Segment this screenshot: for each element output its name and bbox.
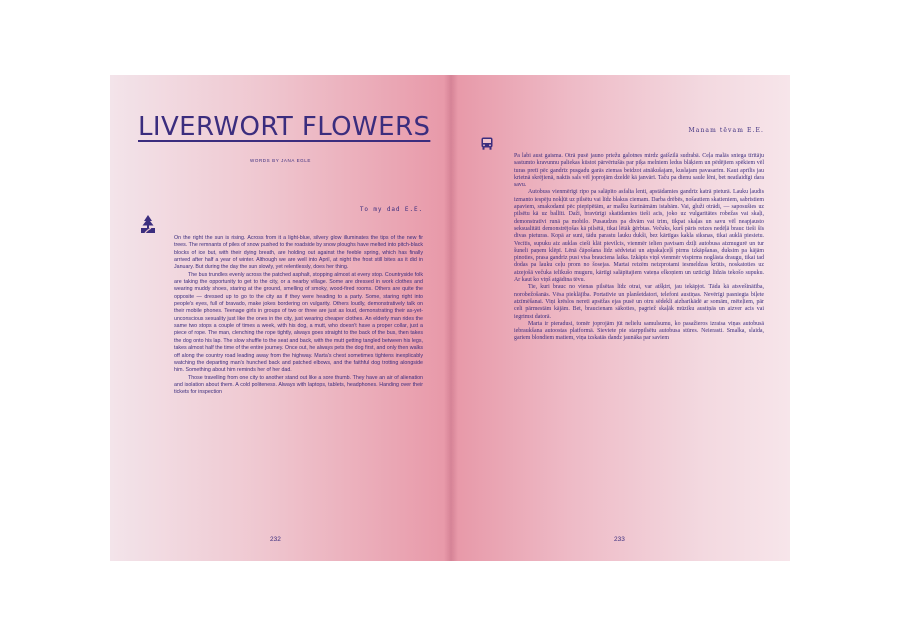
left-page	[110, 75, 450, 561]
right-page	[450, 75, 790, 561]
paragraph: Pa labi aust gaisma. Otrā pusē jauno priežu galotnes mirdz gaišzilā sudrabā. Ceļa malās sniega tīrītāju sastumto kravunnu paliekas kūstot pārvērtušās par piķa melniem ledus blāķiem un pēdējiem spēkiem vēl turas pretī pēc gandrīz pusgadu garās ziemas beidzot atnākušajam, kuslajam pavasarim. Kaut aprīlis jau krietnā skrējienā, naktīs sals vēl joprojām dzeldē kā janvārī. Taču pa dienu saule lēni, bet neatlaidīgi dara savu.	[514, 153, 764, 189]
paragraph: Autobuss vienmērīgi ripo pa salāpīto asfalta lenti, apstādamies gandrīz katrā pieturā. Lauku ļaudis izmanto iespēju nokļūt uz pilsētu vai līdz blakus ciemam. Darba drēbēs, nošautiem skatieniem, sabristiem apaviem, smakodami pēc piepīpētām, ar malku kurināmām istabām. Vai, gluži otrādi, — saposušies uz pilsētu kā uz ballīti. Daži, bravūrīgi skatīdamies tieši acīs, joko uz vulgaritātes robežas vai skaļi, demonstratīvi runā pa mobilo. Pusaudzes pa divām vai trim, tikpat skaļas un savu vēl neapjausto seksualitāti demonstrējošas kā pilsētā, tikai lētāk ģērbtas. Večuks, kurš pāris reizes nedēļā brauc tieši šīs divas pieturas. Kopā ar suni, tādu parastu lauku dukši, bez kārtīgas kakla siksnas, tikai auklā piesietu. Vecītis, supuku aiz auklas cieši klāt pievilcis, vienmēr ielien pavisam dziļi autobusa aizmugurē un tur šuneli paņem klēpī. Lēnā čāpošana līdz sēdvietai un atpakaļceļš pirms izkāpšanas, duksim pa kājām pinoties, prasa gandrīz pusi visa brauciena laika. Izkāpis viņš vienmēr vispirms noglāsta draugu, tikai tad dodas pa lauku ceļu prom no šosejas. Martai reizēm neizprotami iesmeldzas krūtis, noskatoties uz aizejošā večuka ielīkušo muguru, kārtīgi salāpītajiem vateņa elkoņiem un uzticīgi līdzās tekošo supuku. Ar kaut ko viņš atgādina tēvu.	[514, 189, 764, 284]
page-number: 233	[614, 536, 625, 543]
paragraph: Those travelling from one city to another stand out like a sore thumb. They have an air of alienation and isolation about them. A cold politeness. Always with laptops, tablets, headphones. Handing over their tickets for inspection	[174, 374, 423, 396]
bus-icon	[481, 137, 493, 150]
spine-shadow	[444, 75, 458, 561]
tree-icon	[141, 215, 155, 233]
page-number: 232	[270, 536, 281, 543]
magazine-spread	[110, 75, 790, 561]
paragraph: Tie, kuri brauc no vienas pilsētas līdz otrai, var atšķirt, jau iekāpjot. Tāda kā atsvešinātība, norobežošanās. Vēsa pieklājība. Portatīvie un planšetdatori, telefoni austiņas. Nevērīgi pasniegta biļete atzīmēšanai. Viņi krēslos nereti apsēžas ejas pusē un otru sēdekli aizbarikādē ar somām, mēteļiem, pār celi pārmestām kājām. Bet, braucienam sākoties, pagriež skaļāk mūziku austiņās un aizver acis vai iegrimst datorā.	[514, 284, 764, 320]
dedication: To my dad E.E.	[359, 206, 423, 213]
paragraph: On the right the sun is rising. Across from it a light-blue, silvery glow illuminates the tips of the new fir trees. The remnants of piles of snow pushed to the roadside by snow ploughs have melted into pitch-black blocks of ice but, with their dying breath, are holding out against the feeble spring, which has finally arrived after half a year of winter. Although we are well into April, at night the frost still bites as it did in January. But during the day the sun slowly, yet relentlessly, does her thing.	[174, 235, 423, 271]
body-text-english	[174, 235, 423, 397]
dedication: Manam tēvam E.E.	[688, 127, 764, 134]
paragraph: Marta ir pieradusi, tomēr joprojām jūt nelielu samulsumu, ko pasažieros izraisa viņas autobusā iebraukšana autoostas platformā. Sieviete pie starppilsētu autobusa stūres. Neierasti. Smalka, slaida, gariem blondiem matiem, viņa izskatās dandz jaunāka par saviem	[514, 320, 764, 342]
byline: WORDS BY JANA EGLE	[250, 158, 311, 163]
body-text-latvian	[514, 153, 764, 343]
paragraph: The bus trundles evenly across the patched asphalt, stopping almost at every stop. Countryside folk are taking the opportunity to get to the city, or a nearby village. Some are dressed in work clothes and wearing muddy shoes, staring at the ground, smelling of smoky, wood-fired rooms. Others are quite the opposite — dressed up to go to the city as if they were heading to a party. Some, staring right into people's eyes, full of bravado, make jokes bordering on vulgarity. Others loudly, demonstratively talk on their mobile phones. Teenage girls in groups of two or three are just as loud, demonstrating their as-yet-unconscious sexuality just like the ones in the city, just wearing cheaper clothes. An elderly man rides the same two stops a couple of times a week, with his dog, a mutt, who doesn't have a proper collar, just a piece of rope. The man, clenching the rope tightly, always goes straight to the back of the bus, then takes the dog onto his lap. The slow shuffle to the seat and back, with the mutt getting tangled between his legs, takes almost half the time of the entire journey. Once out, he always pets the dog first, and only then walks off along the country road leading away from the highway. Marta's chest sometimes tightens inexplicably watching the departing man's hunched back and patched elbows, and the faithful dog trotting alongside him. Something about him reminds her of her dad.	[174, 271, 423, 374]
article-title: LIVERWORT FLOWERS	[138, 112, 431, 142]
